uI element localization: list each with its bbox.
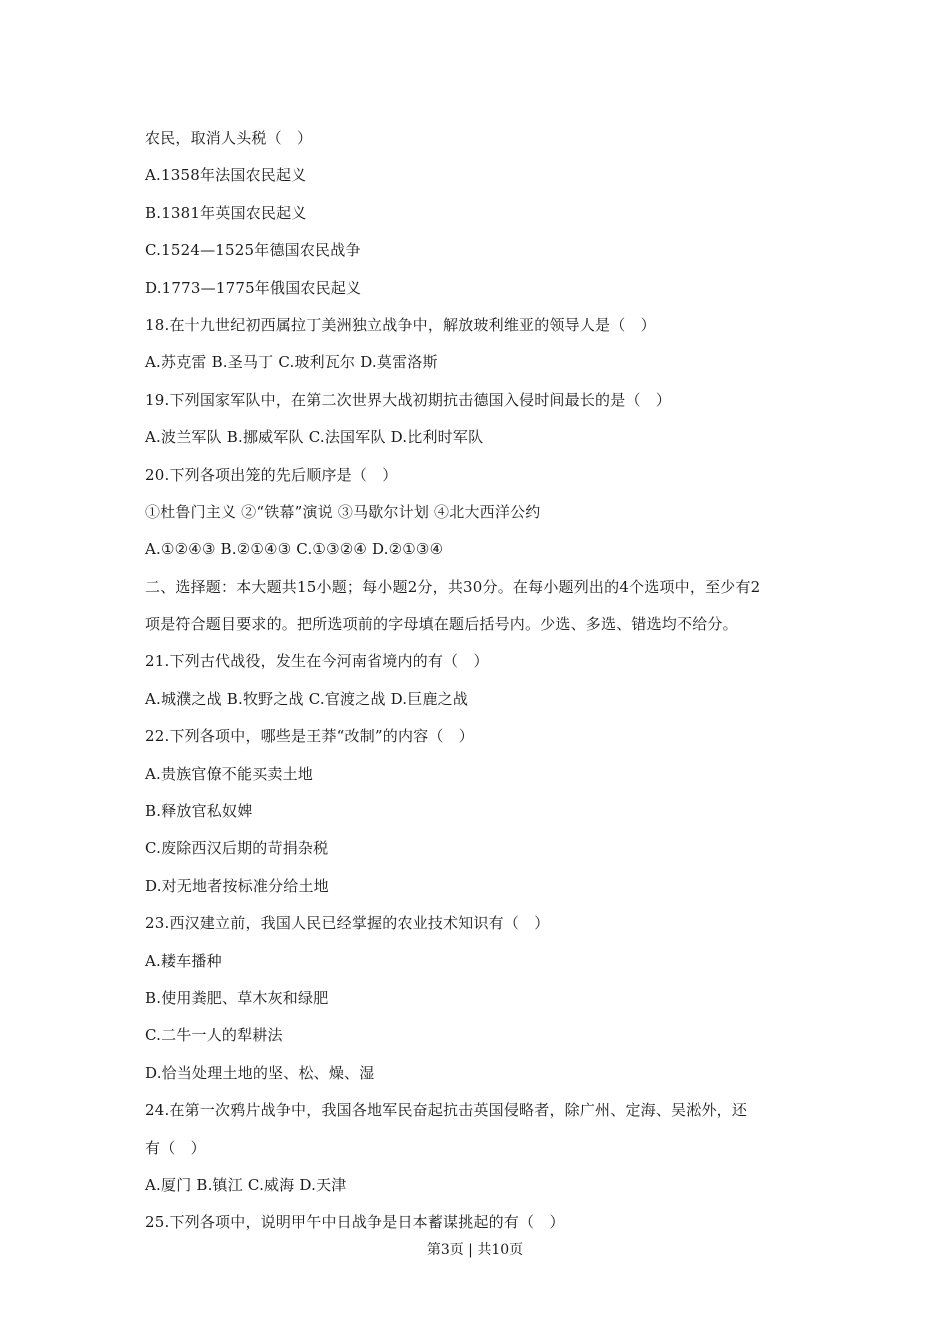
text-line: A.①②④③ B.②①④③ C.①③②④ D.②①③④ xyxy=(145,540,444,559)
text-line: B.使用粪肥、草木灰和绿肥 xyxy=(145,988,329,1007)
text-line: 有（ ） xyxy=(145,1138,206,1157)
text-line: A.贵族官僚不能买卖土地 xyxy=(145,764,314,783)
text-line: 项是符合题目要求的。把所选项前的字母填在题后括号内。少选、多选、错选均不给分。 xyxy=(145,615,738,634)
text-line: D.恰当处理土地的坚、松、燥、湿 xyxy=(145,1063,375,1082)
text-line: 20.下列各项出笼的先后顺序是（ ） xyxy=(145,465,398,484)
text-line: A.1358年法国农民起义 xyxy=(145,166,307,185)
text-line: A.苏克雷 B.圣马丁 C.玻利瓦尔 D.莫雷洛斯 xyxy=(145,353,438,372)
text-line: A.厦门 B.镇江 C.威海 D.天津 xyxy=(145,1175,347,1194)
text-line: B.释放官私奴婢 xyxy=(145,802,253,821)
page-number: 第3页 | 共10页 xyxy=(426,1242,524,1258)
text-line: C.二牛一人的犁耕法 xyxy=(145,1026,283,1045)
text-line: 22.下列各项中，哪些是王莽“改制”的内容（ ） xyxy=(145,727,474,746)
text-line: 18.在十九世纪初西属拉丁美洲独立战争中，解放玻利维亚的领导人是（ ） xyxy=(145,315,656,334)
text-line: B.1381年英国农民起义 xyxy=(145,203,307,222)
text-line: C.1524—1525年德国农民战争 xyxy=(145,241,361,260)
text-line: A.波兰军队 B.挪威军队 C.法国军队 D.比利时军队 xyxy=(145,428,484,447)
text-line: D.1773—1775年俄国农民起义 xyxy=(145,278,362,297)
text-line: 21.下列古代战役，发生在今河南省境内的有（ ） xyxy=(145,652,489,671)
text-line: ①杜鲁门主义 ②“铁幕”演说 ③马歇尔计划 ④北大西洋公约 xyxy=(145,502,541,521)
text-line: 23.西汉建立前，我国人民已经掌握的农业技术知识有（ ） xyxy=(145,914,550,933)
text-line: 二、选择题：本大题共15小题；每小题2分，共30分。在每小题列出的4个选项中，至少有2 xyxy=(145,577,761,596)
text-line: A.城濮之战 B.牧野之战 C.官渡之战 D.巨鹿之战 xyxy=(145,689,469,708)
text-line: 农民，取消人头税（ ） xyxy=(145,129,313,147)
text-line: D.对无地者按标准分给土地 xyxy=(145,876,329,895)
text-line: 25.下列各项中，说明甲午中日战争是日本蓄谋挑起的有（ ） xyxy=(145,1213,565,1232)
text-line: C.废除西汉后期的苛捐杂税 xyxy=(145,839,329,858)
text-line: A.耧车播种 xyxy=(145,951,222,970)
text-line: 19.下列国家军队中，在第二次世界大战初期抗击德国入侵时间最长的是（ ） xyxy=(145,390,672,409)
question-text xyxy=(145,120,815,1242)
text-line: 24.在第一次鸦片战争中，我国各地军民奋起抗击英国侵略者，除广州、定海、吴淞外，还 xyxy=(145,1101,748,1120)
